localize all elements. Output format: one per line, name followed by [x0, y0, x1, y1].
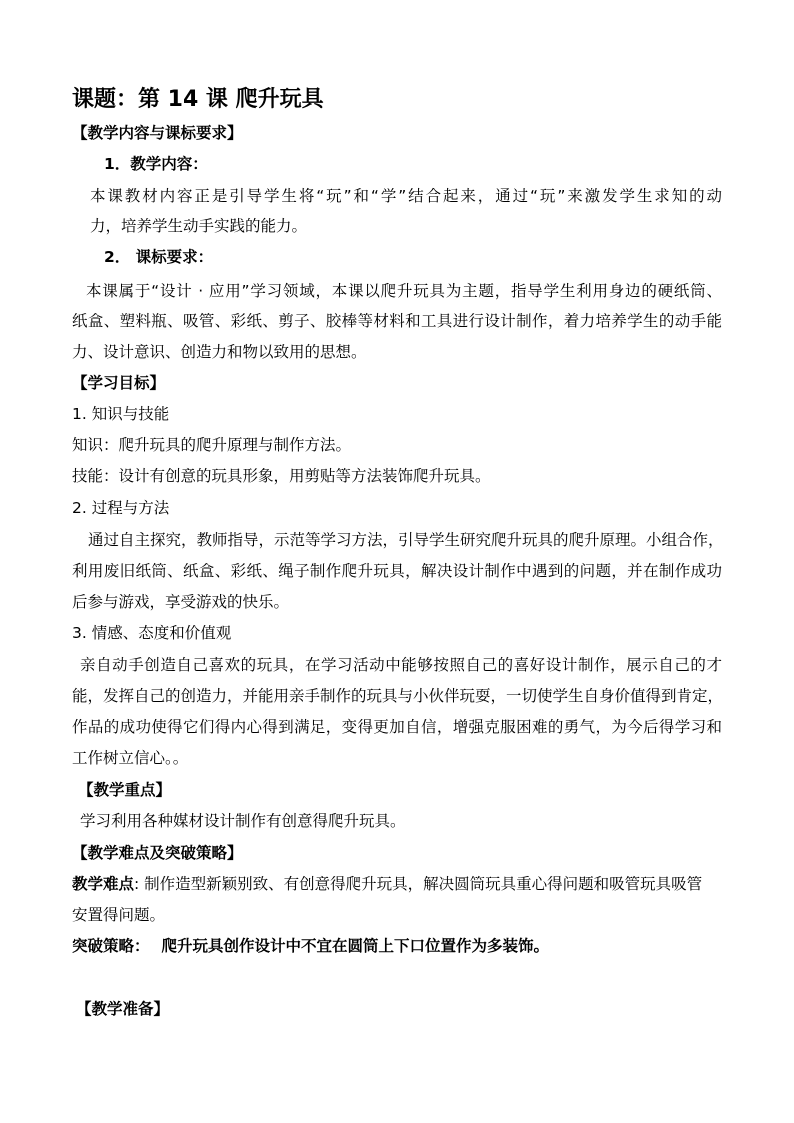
heading-content-requirements: 【教学内容与课标要求】	[72, 124, 243, 142]
goal2-line-2: 利用废旧纸筒、纸盒、彩纸、绳子制作爬升玩具，解决设计制作中遇到的问题，并在制作成功	[72, 562, 722, 580]
strategy-line	[72, 936, 549, 956]
page-title: 课题：第 14 课 爬升玩具	[72, 87, 324, 112]
goal3-line-3: 作品的成功使得它们得内心得到满足，变得更加自信，增强克服困难的勇气，为今后得学习和	[72, 718, 722, 736]
goal3-line-1: 亲自动手创造自己喜欢的玩具，在学习活动中能够按照自己的喜好设计制作，展示自己的才	[80, 656, 722, 674]
goal1-knowledge: 知识：爬升玩具的爬升原理与制作方法。	[72, 436, 352, 454]
item2-line-1: 本课属于“设计 · 应用”学习领域，本课以爬升玩具为主题，指导学生利用身边的硬纸筒、	[86, 282, 722, 300]
strategy-text: 爬升玩具创作设计中不宜在圆筒上下口位置作为多装饰。	[161, 937, 550, 955]
difficulty-label: 教学难点	[72, 875, 135, 893]
difficulty-line-1	[72, 874, 702, 894]
goal2-line-3: 后参与游戏，享受游戏的快乐。	[72, 593, 290, 611]
strategy-label: 突破策略：	[72, 937, 150, 955]
item2-line-2: 纸盒、塑料瓶、吸管、彩纸、剪子、胶棒等材料和工具进行设计制作，着力培养学生的动手能	[72, 312, 722, 330]
item1-line-1: 本课教材内容正是引导学生将“玩”和“学”结合起来，通过“玩”来激发学生求知的动	[90, 187, 722, 205]
item1-label: 1．教学内容：	[104, 155, 208, 173]
heading-learning-goals: 【学习目标】	[72, 374, 166, 392]
difficulty-text: : 制作造型新颖别致、有创意得爬升玩具，解决圆筒玩具重心得问题和吸管玩具吸管	[134, 875, 703, 893]
difficulty-line-2: 安置得问题。	[72, 906, 166, 924]
heading-teaching-focus: 【教学重点】	[78, 781, 172, 799]
goal3-label: 3. 情感、态度和价值观	[72, 624, 232, 642]
item2-line-3: 力、设计意识、创造力和物以致用的思想。	[72, 343, 367, 361]
goal2-label: 2. 过程与方法	[72, 499, 170, 517]
item2-label: 2． 课标要求：	[104, 248, 214, 266]
goal3-line-2: 能，发挥自己的创造力，并能用亲手制作的玩具与小伙伴玩耍，一切使学生自身价值得到肯定，	[72, 687, 724, 705]
goal1-label: 1. 知识与技能	[72, 405, 170, 423]
goal1-skill: 技能：设计有创意的玩具形象，用剪贴等方法装饰爬升玩具。	[72, 467, 491, 485]
goal3-line-4: 工作树立信心。。	[72, 749, 189, 767]
item1-line-2: 力，培养学生动手实践的能力。	[90, 217, 308, 235]
heading-teaching-prep: 【教学准备】	[76, 1000, 170, 1018]
goal2-line-1: 通过自主探究，教师指导，示范等学习方法，引导学生研究爬升玩具的爬升原理。小组合作，	[88, 531, 724, 549]
heading-difficulty-strategy: 【教学难点及突破策略】	[72, 844, 243, 862]
teaching-focus-text: 学习利用各种媒材设计制作有创意得爬升玩具。	[80, 812, 406, 830]
